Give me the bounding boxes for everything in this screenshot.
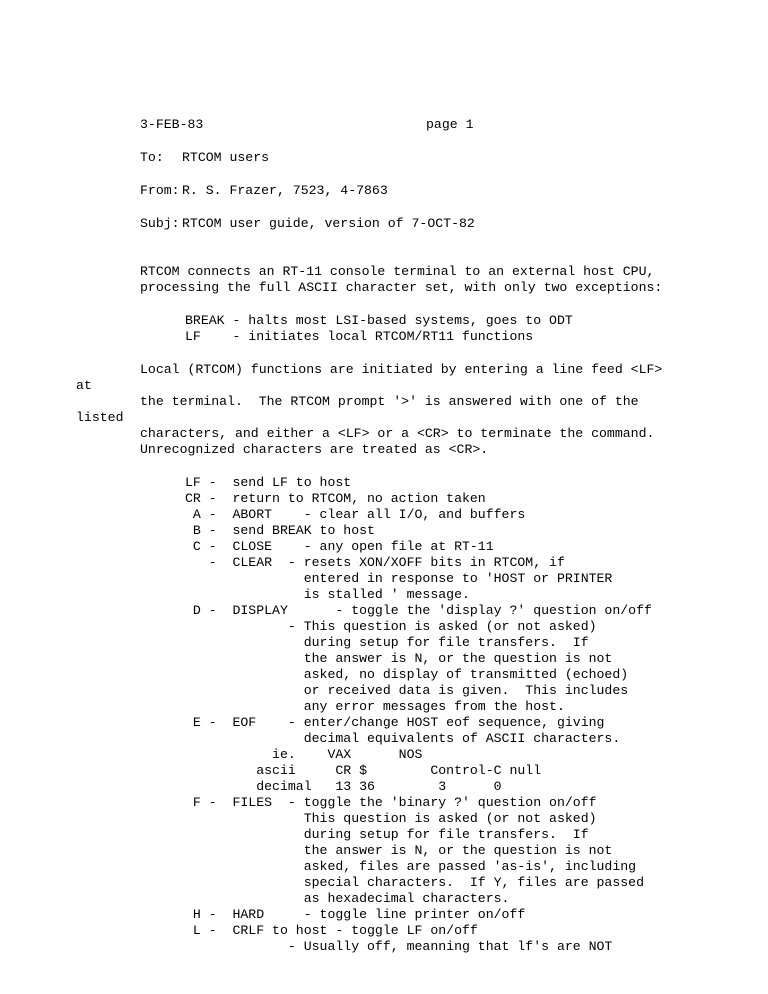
exception-break: BREAK - halts most LSI-based systems, goes to ODT [185,313,573,328]
intro-line: RTCOM connects an RT-11 console terminal to an external host CPU, [140,264,655,279]
command-line: ie. VAX NOS [185,747,423,762]
local-para-line: characters, and either a <LF> or a <CR> to terminate the command. [140,426,655,441]
command-line: LF - send LF to host [185,475,352,490]
local-para-wrap: listed [76,410,124,425]
command-line: - CLEAR - resets XON/XOFF bits in RTCOM, if [185,555,565,570]
command-line: the answer is N, or the question is not [185,651,613,666]
command-line: C - CLOSE - any open file at RT-11 [185,539,494,554]
page-number: page 1 [426,117,474,132]
command-line: A - ABORT - clear all I/O, and buffers [185,507,526,522]
from-label: From: [140,183,180,198]
command-line: entered in response to 'HOST or PRINTER [185,571,613,586]
command-line: during setup for file transfers. If [185,827,589,842]
command-line: This question is asked (or not asked) [185,811,597,826]
to-value: RTCOM users [182,150,270,165]
to-label: To: [140,150,164,165]
command-line: D - DISPLAY - toggle the 'display ?' question on/off [185,603,652,618]
command-line: any error messages from the host. [185,699,565,714]
local-para-line: Unrecognized characters are treated as <CR>. [140,442,489,457]
command-line: special characters. If Y, files are passed [185,875,644,890]
local-para-wrap: at [76,378,92,393]
intro-line: processing the full ASCII character set, with only two exceptions: [140,280,663,295]
from-value: R. S. Frazer, 7523, 4-7863 [182,183,388,198]
subj-label: Subj: [140,216,180,231]
command-line: CR - return to RTCOM, no action taken [185,491,486,506]
command-line: L - CRLF to host - toggle LF on/off [185,923,478,938]
command-line: during setup for file transfers. If [185,635,589,650]
local-para-line: the terminal. The RTCOM prompt '>' is answered with one of the [140,394,639,409]
command-line: asked, files are passed 'as-is', including [185,859,637,874]
command-line: F - FILES - toggle the 'binary ?' question on/off [185,795,597,810]
command-line: the answer is N, or the question is not [185,843,613,858]
command-line: B - send BREAK to host [185,523,375,538]
exception-lf: LF - initiates local RTCOM/RT11 functions [185,329,534,344]
command-line: E - EOF - enter/change HOST eof sequence, giving [185,715,605,730]
command-line: ascii CR $ Control-C null [185,763,542,778]
subj-value: RTCOM user guide, version of 7-OCT-82 [182,216,475,231]
command-line: H - HARD - toggle line printer on/off [185,907,526,922]
command-line: - This question is asked (or not asked) [185,619,597,634]
local-para-line: Local (RTCOM) functions are initiated by entering a line feed <LF> [140,362,663,377]
command-line: asked, no display of transmitted (echoed) [185,667,629,682]
command-line: decimal equivalents of ASCII characters. [185,731,621,746]
command-line: decimal 13 36 3 0 [185,779,502,794]
command-line: - Usually off, meanning that lf's are NOT [185,939,613,954]
command-line: or received data is given. This includes [185,683,629,698]
command-line: is stalled ' message. [185,587,470,602]
command-line: as hexadecimal characters. [185,891,510,906]
memo-date: 3-FEB-83 [140,117,204,132]
